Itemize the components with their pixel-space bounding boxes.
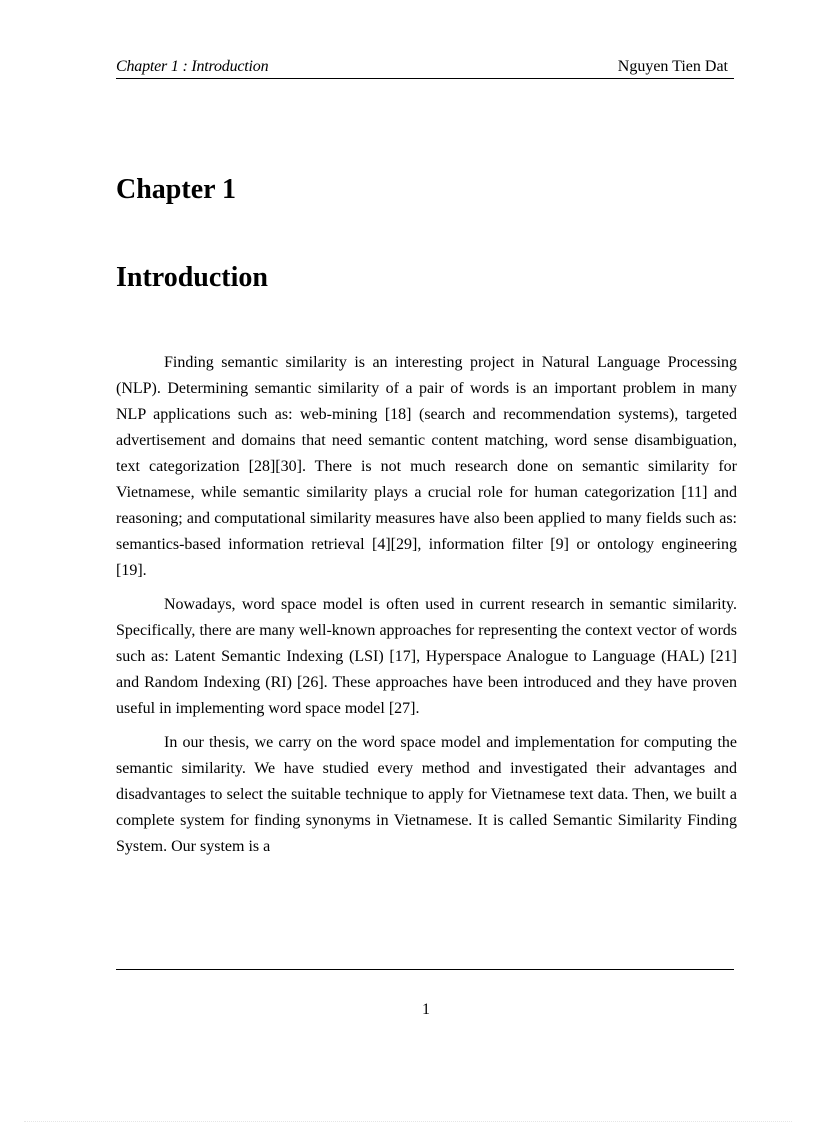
running-header [116, 56, 734, 79]
body-text [116, 350, 737, 868]
chapter-number-heading: Chapter 1 [116, 174, 237, 205]
header-author-name: Nguyen Tien Dat [617, 58, 728, 75]
paragraph: Nowadays, word space model is often used in current research in semantic similarity. Specifically, there are many well-known approaches for representing the context vector of words such as: Latent Semantic Indexing (LSI) [17], Hyperspace Analogue to Language (HAL) [21] and Random Indexing (RI) [26]. These approaches have been introduced and they have proven useful in implementing word space model [27]. [116, 596, 737, 717]
chapter-title-heading: Introduction [116, 262, 268, 293]
page-bottom-edge [24, 1121, 792, 1122]
header-chapter-title: Chapter 1 : Introduction [116, 58, 269, 75]
paragraph: Finding semantic similarity is an interesting project in Natural Language Processing (NLP). Determining semantic similarity of a pair of words is an important problem in many NLP applications such as: web-mining [18] (search and recommendation systems), targeted advertisement and domains that need semantic content matching, word sense disambiguation, text categorization [28][30]. There is not much research done on semantic similarity for Vietnamese, while semantic similarity plays a crucial role for human categorization [11] and reasoning; and computational similarity measures have also been applied to many fields such as: semantics-based information retrieval [4][29], information filter [9] or ontology engineering [19]. [116, 354, 737, 579]
footer-divider [116, 969, 734, 970]
paragraph: In our thesis, we carry on the word space model and implementation for computing the semantic similarity. We have studied every method and investigated their advantages and disadvantages to select the suitable technique to apply for Vietnamese text data. Then, we built a complete system for finding synonyms in Vietnamese. It is called Semantic Similarity Finding System. Our system is a [116, 734, 737, 855]
page-number: 1 [422, 1001, 430, 1018]
